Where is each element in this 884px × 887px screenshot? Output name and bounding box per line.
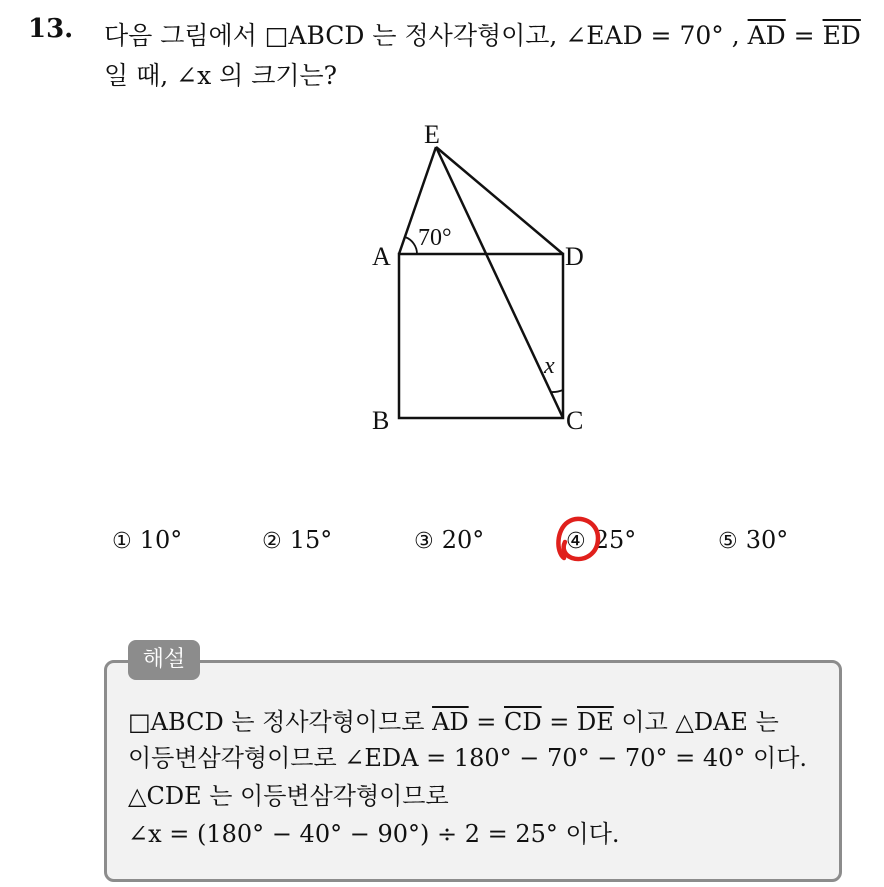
choice-5-value: 30° — [745, 526, 789, 554]
question-text: 다음 그림에서 □ABCD 는 정사각형이고, ∠EAD = 70° , — [104, 21, 748, 50]
explanation-eq-2: = — [541, 708, 577, 736]
choice-1[interactable] — [112, 526, 182, 554]
question-line-2: 일 때, ∠x 의 크기는? — [104, 61, 338, 90]
choice-5-symbol: ⑤ — [718, 529, 738, 554]
choice-5[interactable] — [718, 526, 788, 554]
choice-1-symbol: ① — [112, 529, 132, 554]
explanation-line-2: 이등변삼각형이므로 ∠EDA = 180° − 70° − 70° = 40° 이다. — [128, 744, 808, 772]
choice-4-value: 25° — [593, 526, 637, 554]
choice-4-symbol: ④ — [566, 529, 586, 554]
equals-sign: = — [785, 21, 823, 50]
label-a: A — [372, 242, 391, 271]
explanation-line-4: ∠x = (180° − 40° − 90°) ÷ 2 = 25° 이다. — [128, 820, 620, 848]
label-e: E — [424, 120, 440, 149]
angle-label-70: 70° — [418, 225, 452, 251]
explanation-segment-cd: $\overline{CD}$ — [504, 708, 542, 736]
question-line-1 — [104, 16, 861, 52]
choice-3-symbol: ③ — [414, 529, 434, 554]
explanation-line-3: △CDE 는 이등변삼각형이므로 — [128, 782, 449, 810]
explanation-line-1 — [128, 702, 779, 737]
choice-3-value: 20° — [441, 526, 485, 554]
choice-1-value: 10° — [139, 526, 183, 554]
choice-2[interactable] — [262, 526, 332, 554]
label-c: C — [566, 406, 584, 435]
explanation-segment-de: $\overline{DE}$ — [577, 708, 614, 736]
choice-2-value: 15° — [289, 526, 333, 554]
explanation-text-1a: □ABCD 는 정사각형이므로 — [128, 708, 433, 736]
choice-3[interactable] — [414, 526, 484, 554]
explanation-tag: 해설 — [128, 640, 200, 680]
geometry-figure — [360, 115, 640, 445]
answer-circle-mark — [554, 514, 604, 566]
angle-label-x: x — [544, 353, 555, 379]
explanation-eq-1: = — [468, 708, 505, 736]
segment-ed-line — [436, 147, 563, 254]
angle-arc-ead — [405, 237, 417, 254]
answer-choices — [0, 526, 884, 560]
angle-arc-x — [551, 390, 563, 392]
label-b: B — [372, 406, 390, 435]
question-number: 13. — [28, 14, 74, 44]
label-d: D — [565, 242, 584, 271]
square-abcd — [399, 254, 563, 418]
choice-2-symbol: ② — [262, 529, 282, 554]
segment-ad: $\overline{AD}$ — [747, 21, 786, 50]
explanation-segment-ad: $\overline{AD}$ — [432, 708, 469, 736]
explanation-text-1b: 이고 △DAE 는 — [613, 708, 779, 736]
segment-ed: $\overline{ED}$ — [822, 21, 861, 50]
